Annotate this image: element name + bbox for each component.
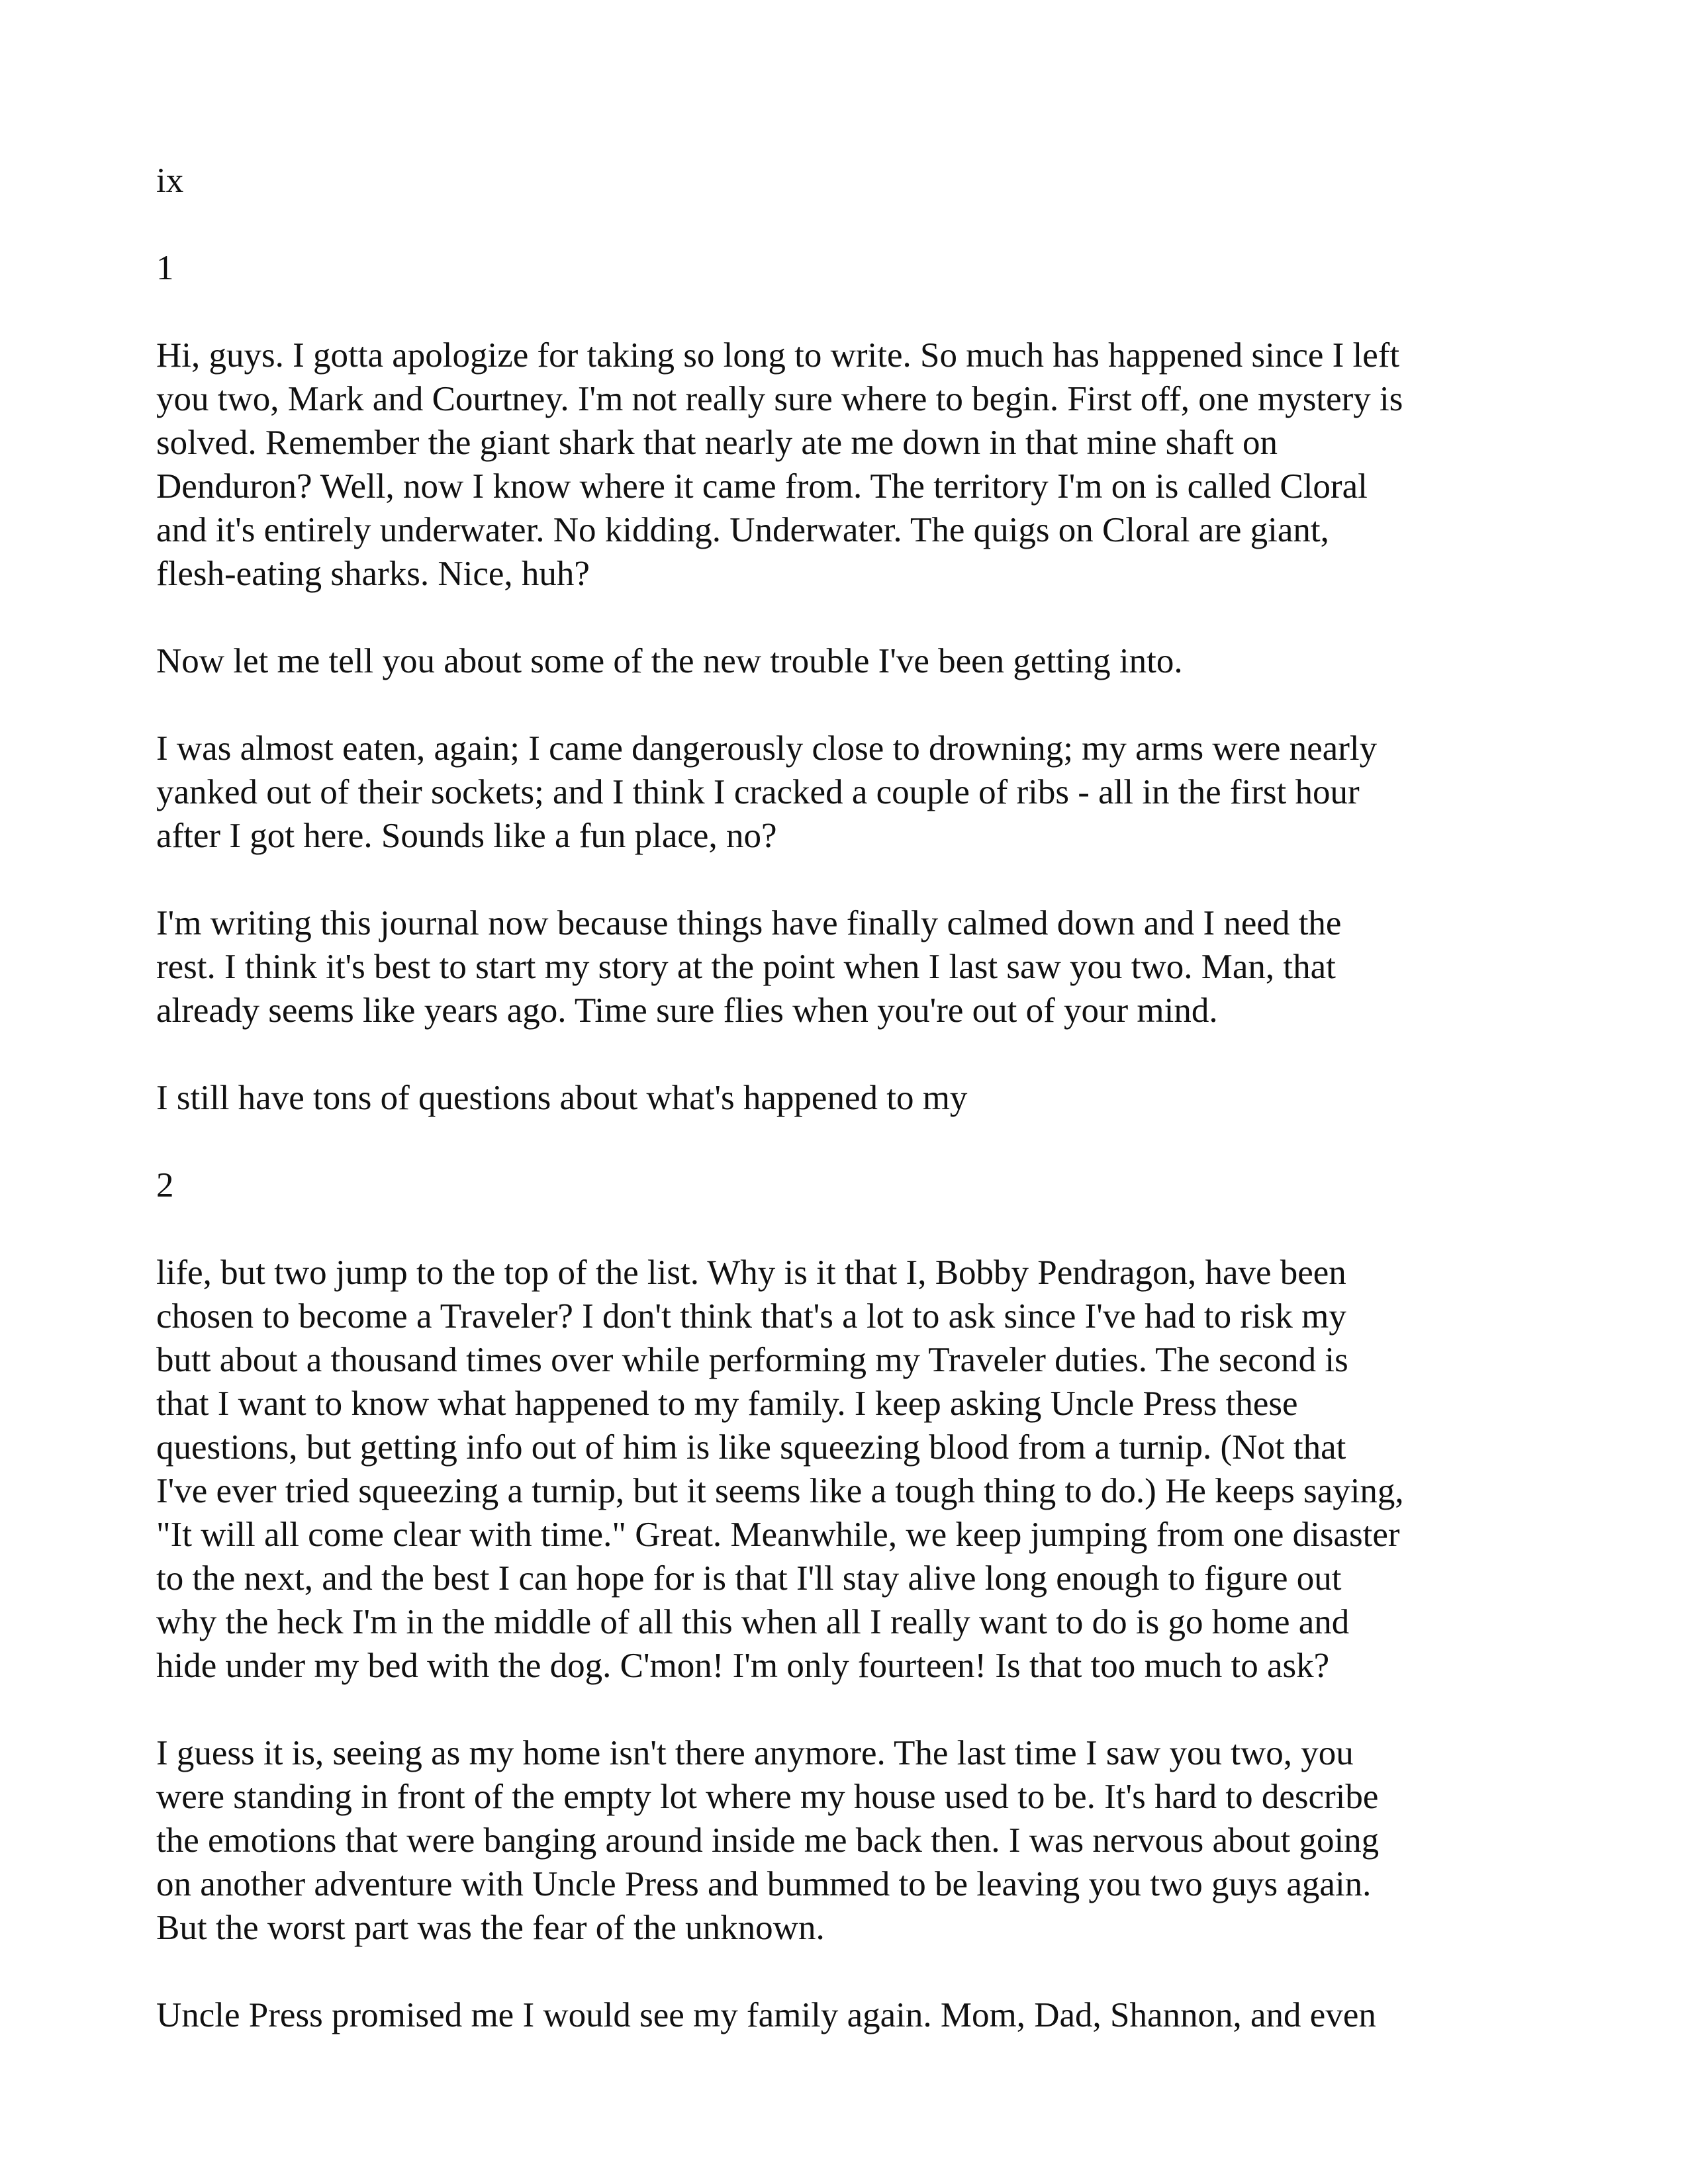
paragraph-8 — [156, 1993, 1533, 2037]
paragraph-5 — [156, 1076, 1533, 1120]
text-line: But the worst part was the fear of the unknown. — [156, 1909, 825, 1947]
text-line: were standing in front of the empty lot where my house used to be. It's hard to describe — [156, 1778, 1379, 1816]
text-line: questions, but getting info out of him is like squeezing blood from a turnip. (Not that — [156, 1428, 1346, 1467]
text-line: Uncle Press promised me I would see my family again. Mom, Dad, Shannon, and even — [156, 1996, 1376, 2034]
text-line: I still have tons of questions about what's happened to my — [156, 1079, 968, 1117]
text-line: you two, Mark and Courtney. I'm not really sure where to begin. First off, one mystery is — [156, 380, 1403, 418]
text-line: solved. Remember the giant shark that nearly ate me down in that mine shaft on — [156, 424, 1278, 462]
text-line: after I got here. Sounds like a fun place, no? — [156, 817, 777, 855]
text-line: to the next, and the best I can hope for is that I'll stay alive long enough to figure out — [156, 1559, 1342, 1598]
text-line: rest. I think it's best to start my story at the point when I last saw you two. Man, that — [156, 948, 1336, 986]
paragraph-6 — [156, 1251, 1533, 1688]
text-line: that I want to know what happened to my family. I keep asking Uncle Press these — [156, 1385, 1298, 1423]
text-line: Hi, guys. I gotta apologize for taking so long to write. So much has happened since I left — [156, 336, 1400, 375]
page-number-1: 1 — [156, 249, 174, 287]
paragraph-1 — [156, 334, 1533, 596]
text-line: and it's entirely underwater. No kidding. Underwater. The quigs on Cloral are giant, — [156, 511, 1329, 549]
text-line: flesh-eating sharks. Nice, huh? — [156, 555, 590, 593]
text-line: "It will all come clear with time." Great. Meanwhile, we keep jumping from one disaster — [156, 1516, 1400, 1554]
page-number-2: 2 — [156, 1166, 174, 1205]
text-line: I've ever tried squeezing a turnip, but it seems like a tough thing to do.) He keeps saying, — [156, 1472, 1404, 1510]
text-line: life, but two jump to the top of the list. Why is it that I, Bobby Pendragon, have been — [156, 1253, 1346, 1292]
page-number-roman: ix — [156, 161, 184, 200]
paragraph-7 — [156, 1731, 1533, 1950]
paragraph-2 — [156, 639, 1533, 683]
text-line: I'm writing this journal now because things have finally calmed down and I need the — [156, 904, 1342, 942]
text-line: on another adventure with Uncle Press and bummed to be leaving you two guys again. — [156, 1865, 1372, 1903]
text-line: already seems like years ago. Time sure flies when you're out of your mind. — [156, 991, 1218, 1030]
text-line: Denduron? Well, now I know where it came from. The territory I'm on is called Cloral — [156, 467, 1368, 506]
text-line: I guess it is, seeing as my home isn't there anymore. The last time I saw you two, you — [156, 1734, 1354, 1772]
text-line: I was almost eaten, again; I came dangerously close to drowning; my arms were nearly — [156, 729, 1378, 768]
paragraph-3 — [156, 727, 1533, 858]
text-line: the emotions that were banging around inside me back then. I was nervous about going — [156, 1821, 1380, 1860]
paragraph-4 — [156, 901, 1533, 1032]
text-line: butt about a thousand times over while performing my Traveler duties. The second is — [156, 1341, 1348, 1379]
text-line: yanked out of their sockets; and I think I cracked a couple of ribs - all in the first hour — [156, 773, 1360, 811]
page-content — [156, 159, 1533, 2081]
text-line: chosen to become a Traveler? I don't think that's a lot to ask since I've had to risk my — [156, 1297, 1346, 1336]
text-line: hide under my bed with the dog. C'mon! I'm only fourteen! Is that too much to ask? — [156, 1647, 1330, 1685]
text-line: why the heck I'm in the middle of all this when all I really want to do is go home and — [156, 1603, 1350, 1641]
text-line: Now let me tell you about some of the new trouble I've been getting into. — [156, 642, 1183, 680]
